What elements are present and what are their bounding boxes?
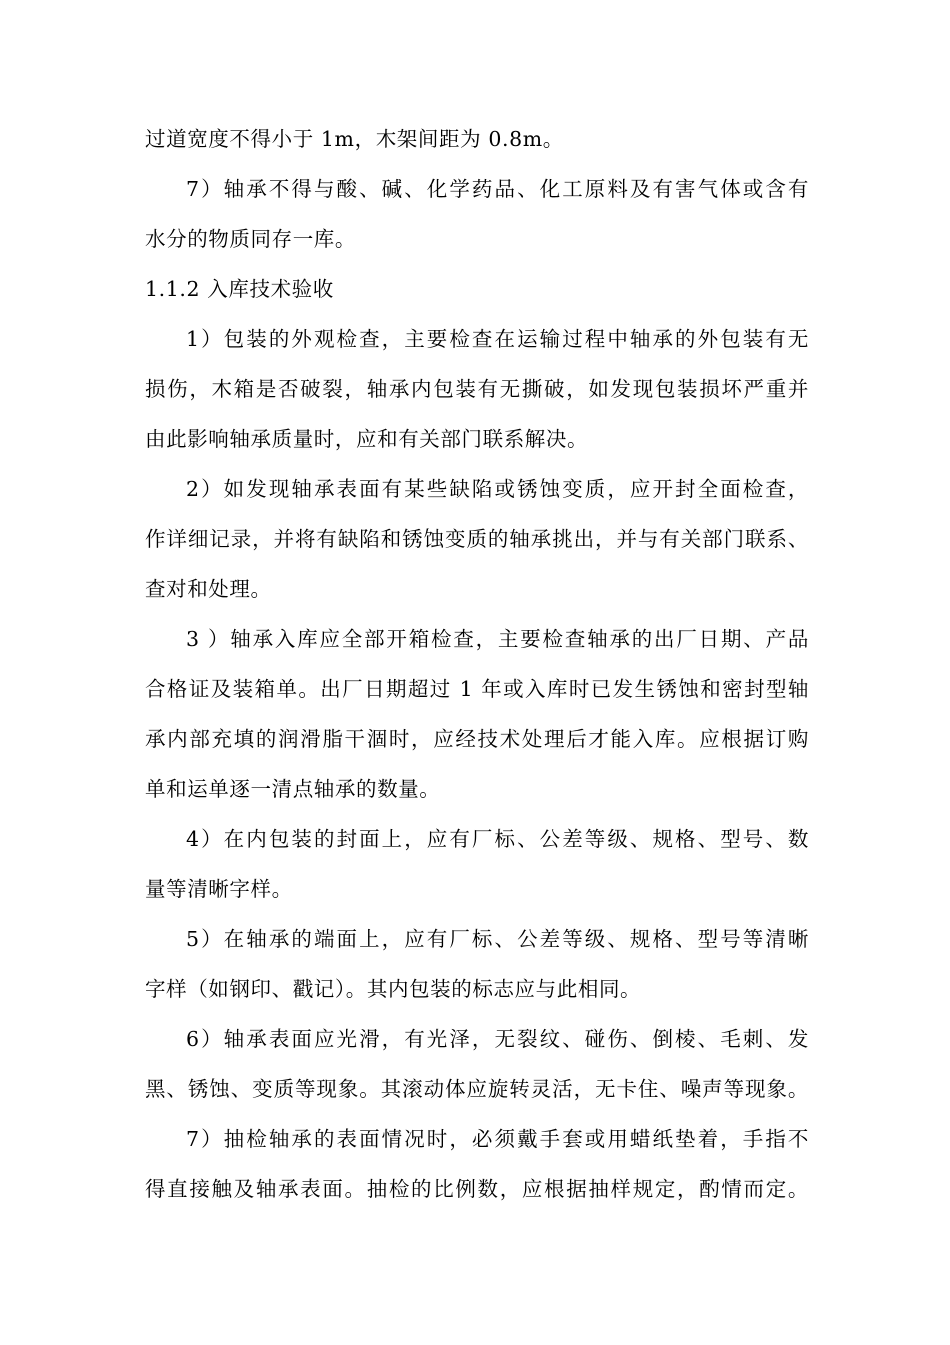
text-line: 查对和处理。 (145, 577, 272, 601)
text-line: 4）在内包装的封面上，应有厂标、公差等级、规格、型号、数 (186, 827, 809, 851)
text-line: 3 ）轴承入库应全部开箱检查，主要检查轴承的出厂日期、产品 (186, 627, 809, 651)
text-line: 字样（如钢印、戳记）。其内包装的标志应与此相同。 (145, 977, 642, 1001)
document-page (145, 114, 809, 1214)
text-line: 6）轴承表面应光滑，有光泽，无裂纹、碰伤、倒棱、毛刺、发 (186, 1027, 809, 1051)
text-line: 由此影响轴承质量时，应和有关部门联系解决。 (145, 427, 589, 451)
text-line: 水分的物质同存一库。 (145, 227, 356, 251)
text-line: 承内部充填的润滑脂干涸时，应经技术处理后才能入库。应根据订购 (145, 727, 809, 751)
text-line: 2）如发现轴承表面有某些缺陷或锈蚀变质，应开封全面检查， (186, 477, 809, 501)
text-line: 单和运单逐一清点轴承的数量。 (145, 777, 441, 801)
text-line: 量等清晰字样。 (145, 877, 293, 901)
section-heading: 1.1.2 入库技术验收 (145, 277, 334, 301)
text-line: 7）轴承不得与酸、碱、化学药品、化工原料及有害气体或含有 (186, 177, 809, 201)
text-line: 合格证及装箱单。出厂日期超过 1 年或入库时已发生锈蚀和密封型轴 (145, 677, 809, 701)
text-line: 过道宽度不得小于 1m，木架间距为 0.8m。 (145, 127, 564, 151)
text-line: 损伤，木箱是否破裂，轴承内包装有无撕破，如发现包装损坏严重并 (145, 377, 809, 401)
text-line: 得直接触及轴承表面。抽检的比例数，应根据抽样规定，酌情而定。 (145, 1177, 809, 1201)
text-line: 7）抽检轴承的表面情况时，必须戴手套或用蜡纸垫着，手指不 (186, 1127, 809, 1151)
text-line: 黑、锈蚀、变质等现象。其滚动体应旋转灵活，无卡住、噪声等现象。 (145, 1077, 809, 1101)
text-line: 作详细记录，并将有缺陷和锈蚀变质的轴承挑出，并与有关部门联系、 (145, 527, 809, 551)
text-line: 5）在轴承的端面上，应有厂标、公差等级、规格、型号等清晰 (186, 927, 809, 951)
text-line: 1）包装的外观检查，主要检查在运输过程中轴承的外包装有无 (186, 327, 809, 351)
